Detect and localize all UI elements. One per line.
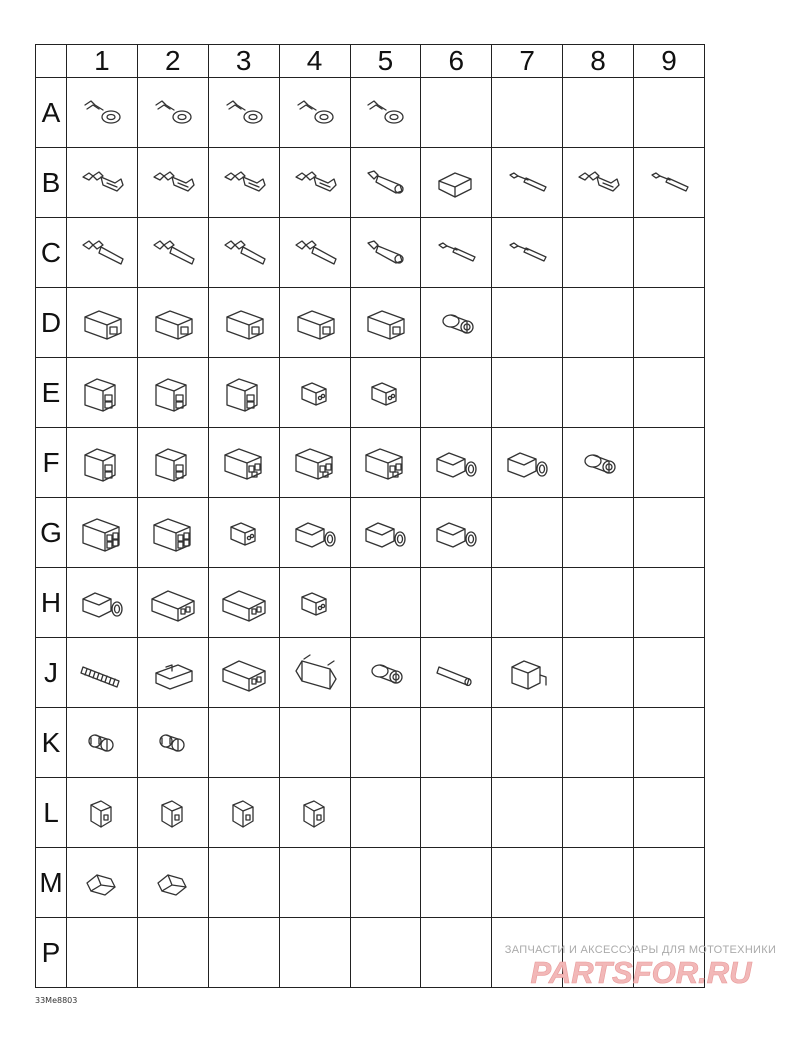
cell-P4 (279, 918, 350, 988)
cell-A4 (279, 78, 350, 148)
sealed-connector-icon (77, 581, 127, 625)
multi-way-connector-icon (219, 581, 269, 625)
column-header-9: 9 (634, 45, 705, 78)
cell-M8 (563, 848, 634, 918)
cell-H7 (492, 568, 563, 638)
cell-L8 (563, 778, 634, 848)
connector-clip-icon (77, 791, 127, 835)
cell-G6 (421, 498, 492, 568)
cell-L7 (492, 778, 563, 848)
cell-A6 (421, 78, 492, 148)
cell-E1 (67, 358, 138, 428)
column-header-4: 4 (279, 45, 350, 78)
pin-terminal-icon (502, 231, 552, 275)
cell-G7 (492, 498, 563, 568)
cell-B4 (279, 148, 350, 218)
ring-terminal-icon (290, 91, 340, 135)
cell-B2 (137, 148, 208, 218)
cell-B9 (634, 148, 705, 218)
column-header-7: 7 (492, 45, 563, 78)
cell-E6 (421, 358, 492, 428)
cell-G1 (67, 498, 138, 568)
three-way-connector-icon (290, 441, 340, 485)
cell-A5 (350, 78, 421, 148)
cell-L2 (137, 778, 208, 848)
row-header-L: L (36, 778, 67, 848)
cell-A7 (492, 78, 563, 148)
tube-sleeve-icon (431, 651, 481, 695)
column-header-8: 8 (563, 45, 634, 78)
cell-J8 (563, 638, 634, 708)
cell-M3 (208, 848, 279, 918)
single-connector-housing-icon (148, 301, 198, 345)
two-way-connector-icon (148, 371, 198, 415)
flag-terminal-icon (431, 161, 481, 205)
cell-P6 (421, 918, 492, 988)
single-connector-housing-icon (290, 301, 340, 345)
table-row (36, 848, 705, 918)
female-spade-terminal-icon (148, 161, 198, 205)
cell-E9 (634, 358, 705, 428)
sealed-connector-icon (360, 511, 410, 555)
cell-K2 (137, 708, 208, 778)
male-spade-terminal-icon (77, 231, 127, 275)
cell-A3 (208, 78, 279, 148)
pin-terminal-icon (431, 231, 481, 275)
table-row (36, 218, 705, 288)
cell-B6 (421, 148, 492, 218)
cell-J5 (350, 638, 421, 708)
cell-H6 (421, 568, 492, 638)
cell-P3 (208, 918, 279, 988)
cell-K3 (208, 708, 279, 778)
table-row (36, 428, 705, 498)
cell-K8 (563, 708, 634, 778)
row-header-K: K (36, 708, 67, 778)
sealed-connector-icon (290, 511, 340, 555)
cell-P2 (137, 918, 208, 988)
watermark-caption: ЗАПЧАСТИ И АКСЕССУАРЫ ДЛЯ МОТОТЕХНИКИ (504, 944, 777, 956)
cell-J7 (492, 638, 563, 708)
cell-H4 (279, 568, 350, 638)
table-row (36, 358, 705, 428)
table-row (36, 638, 705, 708)
cell-B1 (67, 148, 138, 218)
cell-H1 (67, 568, 138, 638)
female-spade-terminal-icon (573, 161, 623, 205)
connector-clip-icon (290, 791, 340, 835)
column-header-2: 2 (137, 45, 208, 78)
row-header-J: J (36, 638, 67, 708)
column-header-6: 6 (421, 45, 492, 78)
cell-B8 (563, 148, 634, 218)
female-spade-terminal-icon (219, 161, 269, 205)
single-connector-housing-icon (77, 301, 127, 345)
small-connector-icon (290, 371, 340, 415)
corrugated-sleeve-icon (77, 651, 127, 695)
male-spade-terminal-icon (148, 231, 198, 275)
cell-E7 (492, 358, 563, 428)
cell-H9 (634, 568, 705, 638)
small-connector-icon (360, 371, 410, 415)
ring-terminal-icon (360, 91, 410, 135)
cell-M9 (634, 848, 705, 918)
cell-E8 (563, 358, 634, 428)
table-row (36, 288, 705, 358)
cell-D6 (421, 288, 492, 358)
cell-P5 (350, 918, 421, 988)
svg-text:PARTSFOR.RU: PARTSFOR.RU (529, 958, 752, 988)
cell-E4 (279, 358, 350, 428)
grommet-icon (148, 721, 198, 765)
cell-D5 (350, 288, 421, 358)
cell-J2 (137, 638, 208, 708)
cell-F2 (137, 428, 208, 498)
sealed-connector-icon (431, 511, 481, 555)
cell-B5 (350, 148, 421, 218)
cell-G3 (208, 498, 279, 568)
cell-L1 (67, 778, 138, 848)
cell-J4 (279, 638, 350, 708)
cell-H5 (350, 568, 421, 638)
cell-K4 (279, 708, 350, 778)
male-spade-terminal-icon (219, 231, 269, 275)
row-header-A: A (36, 78, 67, 148)
cover-cap-icon (77, 861, 127, 905)
cell-D7 (492, 288, 563, 358)
cell-M2 (137, 848, 208, 918)
cell-F7 (492, 428, 563, 498)
cell-C9 (634, 218, 705, 288)
cell-D4 (279, 288, 350, 358)
sealed-connector-icon (502, 441, 552, 485)
row-header-H: H (36, 568, 67, 638)
cell-L5 (350, 778, 421, 848)
cell-F3 (208, 428, 279, 498)
cell-J1 (67, 638, 138, 708)
column-header-5: 5 (350, 45, 421, 78)
sealed-connector-icon (431, 441, 481, 485)
grommet-icon (77, 721, 127, 765)
column-header-1: 1 (67, 45, 138, 78)
four-way-connector-icon (148, 511, 198, 555)
cell-G4 (279, 498, 350, 568)
round-connector-icon (573, 441, 623, 485)
ring-terminal-icon (148, 91, 198, 135)
cell-H2 (137, 568, 208, 638)
column-header-3: 3 (208, 45, 279, 78)
cell-C5 (350, 218, 421, 288)
round-connector-icon (431, 301, 481, 345)
cell-C4 (279, 218, 350, 288)
connector-clip-icon (219, 791, 269, 835)
row-header-F: F (36, 428, 67, 498)
cell-G2 (137, 498, 208, 568)
cell-D2 (137, 288, 208, 358)
multi-way-connector-icon (219, 651, 269, 695)
connector-clip-icon (148, 791, 198, 835)
cell-P1 (67, 918, 138, 988)
cell-G9 (634, 498, 705, 568)
single-connector-housing-icon (219, 301, 269, 345)
cell-L3 (208, 778, 279, 848)
cell-C3 (208, 218, 279, 288)
cell-F4 (279, 428, 350, 498)
cell-A1 (67, 78, 138, 148)
pin-terminal-icon (644, 161, 694, 205)
cell-D8 (563, 288, 634, 358)
cell-F9 (634, 428, 705, 498)
ring-terminal-icon (77, 91, 127, 135)
row-header-P: P (36, 918, 67, 988)
cell-J9 (634, 638, 705, 708)
cell-M4 (279, 848, 350, 918)
connector-chart-grid (35, 44, 705, 988)
pin-terminal-icon (502, 161, 552, 205)
table-row (36, 568, 705, 638)
single-connector-housing-icon (360, 301, 410, 345)
cell-M1 (67, 848, 138, 918)
cell-K9 (634, 708, 705, 778)
round-connector-icon (360, 651, 410, 695)
cell-H3 (208, 568, 279, 638)
cell-C6 (421, 218, 492, 288)
cover-cap-icon (148, 861, 198, 905)
cell-F1 (67, 428, 138, 498)
cell-J6 (421, 638, 492, 708)
three-way-connector-icon (360, 441, 410, 485)
watermark (488, 944, 793, 993)
cell-G5 (350, 498, 421, 568)
cell-L4 (279, 778, 350, 848)
cell-H8 (563, 568, 634, 638)
cell-F5 (350, 428, 421, 498)
four-way-connector-icon (77, 511, 127, 555)
watermark-logo (491, 958, 791, 988)
cell-A9 (634, 78, 705, 148)
column-header-row (36, 45, 705, 78)
cell-J3 (208, 638, 279, 708)
cell-K7 (492, 708, 563, 778)
row-header-B: B (36, 148, 67, 218)
cell-B7 (492, 148, 563, 218)
cell-L9 (634, 778, 705, 848)
cell-C2 (137, 218, 208, 288)
cell-F6 (421, 428, 492, 498)
corner-cell (36, 45, 67, 78)
two-way-connector-icon (148, 441, 198, 485)
cell-A8 (563, 78, 634, 148)
cell-E3 (208, 358, 279, 428)
multi-way-connector-icon (148, 581, 198, 625)
male-spade-terminal-icon (290, 231, 340, 275)
table-row (36, 78, 705, 148)
two-way-connector-icon (77, 441, 127, 485)
table-row (36, 778, 705, 848)
ring-terminal-icon (219, 91, 269, 135)
row-header-D: D (36, 288, 67, 358)
relay-icon (502, 651, 552, 695)
bullet-terminal-icon (360, 161, 410, 205)
cell-E2 (137, 358, 208, 428)
two-way-connector-icon (77, 371, 127, 415)
table-row (36, 148, 705, 218)
cell-C8 (563, 218, 634, 288)
row-header-E: E (36, 358, 67, 428)
cell-E5 (350, 358, 421, 428)
cell-B3 (208, 148, 279, 218)
cell-D3 (208, 288, 279, 358)
row-header-M: M (36, 848, 67, 918)
small-connector-icon (219, 511, 269, 555)
female-spade-terminal-icon (77, 161, 127, 205)
cell-D1 (67, 288, 138, 358)
cell-G8 (563, 498, 634, 568)
cell-C7 (492, 218, 563, 288)
cell-M5 (350, 848, 421, 918)
three-way-connector-icon (219, 441, 269, 485)
connector-block-icon (290, 651, 340, 695)
cell-L6 (421, 778, 492, 848)
cell-M7 (492, 848, 563, 918)
bullet-terminal-icon (360, 231, 410, 275)
row-header-G: G (36, 498, 67, 568)
cell-K1 (67, 708, 138, 778)
figure-code: 33Me8803 (35, 996, 78, 1005)
cell-M6 (421, 848, 492, 918)
two-way-connector-icon (219, 371, 269, 415)
small-connector-icon (290, 581, 340, 625)
table-row (36, 708, 705, 778)
cell-F8 (563, 428, 634, 498)
cell-K5 (350, 708, 421, 778)
cell-C1 (67, 218, 138, 288)
cell-D9 (634, 288, 705, 358)
fuse-holder-icon (148, 651, 198, 695)
table-row (36, 498, 705, 568)
cell-A2 (137, 78, 208, 148)
cell-K6 (421, 708, 492, 778)
female-spade-terminal-icon (290, 161, 340, 205)
row-header-C: C (36, 218, 67, 288)
